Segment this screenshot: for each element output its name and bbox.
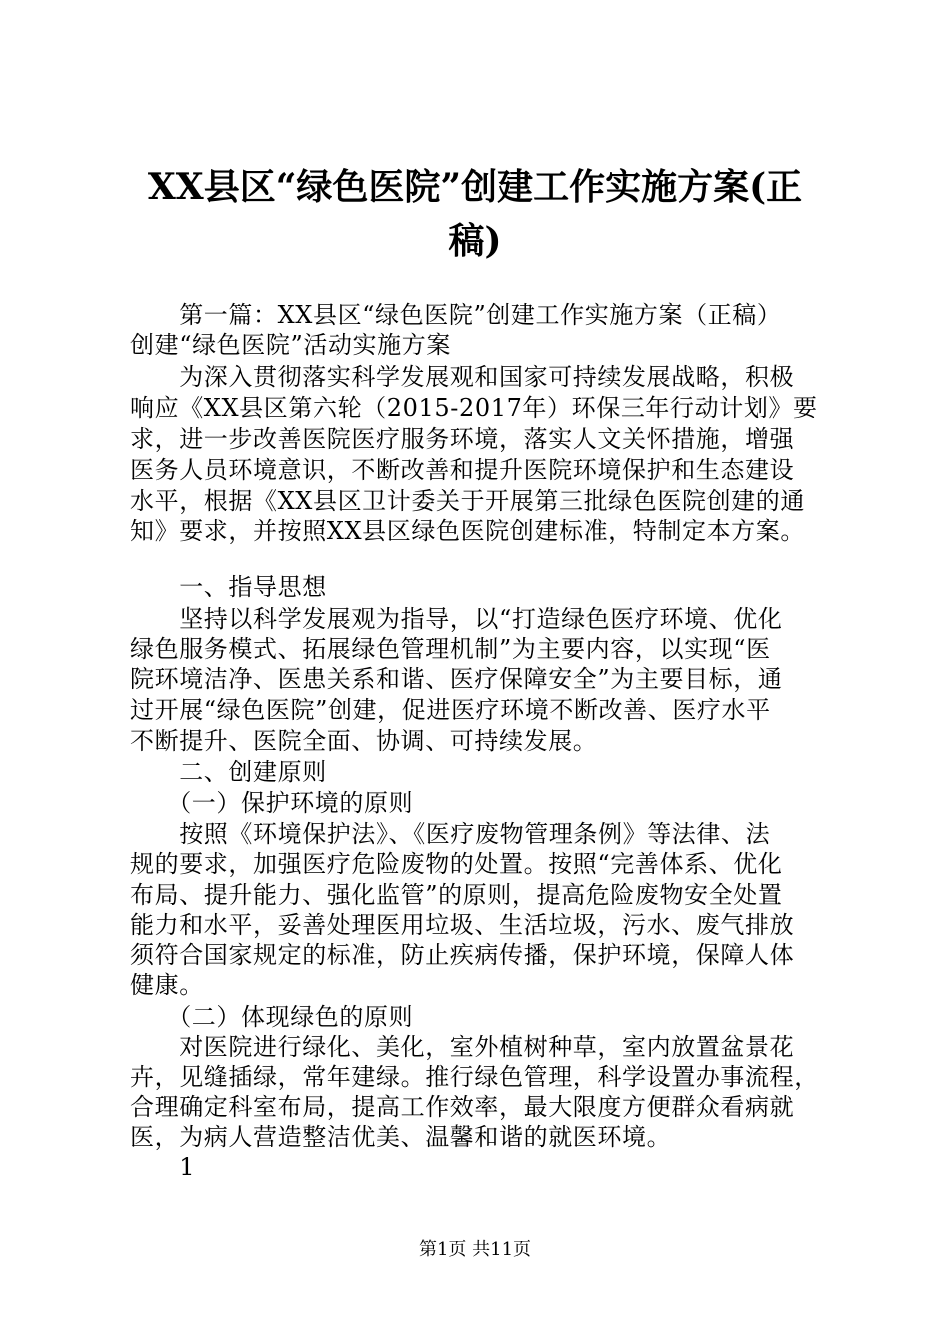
body-line: 院环境洁净、医患关系和谐、医疗保障安全”为主要目标，通 <box>130 665 783 693</box>
section-heading: 二、创建原则 <box>130 758 327 786</box>
body-line: 医务人员环境意识，不断改善和提升医院环境保护和生态建设 <box>130 456 795 484</box>
body-line: 卉，见缝插绿，常年建绿。推行绿色管理，科学设置办事流程， <box>130 1063 819 1091</box>
body-line: 过开展“绿色医院”创建，促进医疗环境不断改善、医疗水平 <box>130 696 771 724</box>
body-line: 医，为病人营造整洁优美、温馨和谐的就医环境。 <box>130 1123 672 1151</box>
body-line: 规的要求，加强医疗危险废物的处置。按照“完善体系、优化 <box>130 850 783 878</box>
body-line: 健康。 <box>130 971 204 999</box>
body-line: 为深入贯彻落实科学发展观和国家可持续发展战略，积极 <box>130 363 795 391</box>
body-line: 绿色服务模式、拓展绿色管理机制”为主要内容，以实现“医 <box>130 635 771 663</box>
body-line: 按照《环境保护法》、《医疗废物管理条例》等法律、法 <box>130 820 771 848</box>
body-line: 能力和水平，妥善处理医用垃圾、生活垃圾，污水、废气排放 <box>130 911 795 939</box>
subsection-heading: （一）保护环境的原则 <box>130 789 414 817</box>
body-line: 合理确定科室布局，提高工作效率，最大限度方便群众看病就 <box>130 1093 795 1121</box>
body-line: 对医院进行绿化、美化，室外植树种草，室内放置盆景花 <box>130 1033 795 1061</box>
document-title-line-1: XX县区“绿色医院”创建工作实施方案(正 <box>147 166 803 208</box>
body-line: 坚持以科学发展观为指导，以“打造绿色医疗环境、优化 <box>130 605 783 633</box>
page-number-inline: 1 <box>130 1153 196 1181</box>
body-line: 水平，根据《XX县区卫计委关于开展第三批绿色医院创建的通 <box>130 487 805 515</box>
body-line: 求，进一步改善医院医疗服务环境，落实人文关怀措施，增强 <box>130 425 795 453</box>
section-heading: 一、指导思想 <box>130 573 327 601</box>
body-line: 创建“绿色医院”活动实施方案 <box>130 331 451 359</box>
body-line: 须符合国家规定的标准，防止疾病传播，保护环境，保障人体 <box>130 941 795 969</box>
body-line: 响应《XX县区第六轮（2015-2017年）环保三年行动计划》要 <box>130 394 818 422</box>
body-line: 第一篇：XX县区“绿色医院”创建工作实施方案（正稿） <box>130 301 782 329</box>
body-line: 知》要求，并按照XX县区绿色医院创建标准，特制定本方案。 <box>130 517 805 545</box>
body-line: 布局、提升能力、强化监管”的原则，提高危险废物安全处置 <box>130 881 783 909</box>
body-line: 不断提升、医院全面、协调、可持续发展。 <box>130 727 598 755</box>
document-title-line-2: 稿) <box>448 220 502 262</box>
page-footer: 第1页 共11页 <box>418 1239 532 1260</box>
subsection-heading: （二）体现绿色的原则 <box>130 1003 414 1031</box>
